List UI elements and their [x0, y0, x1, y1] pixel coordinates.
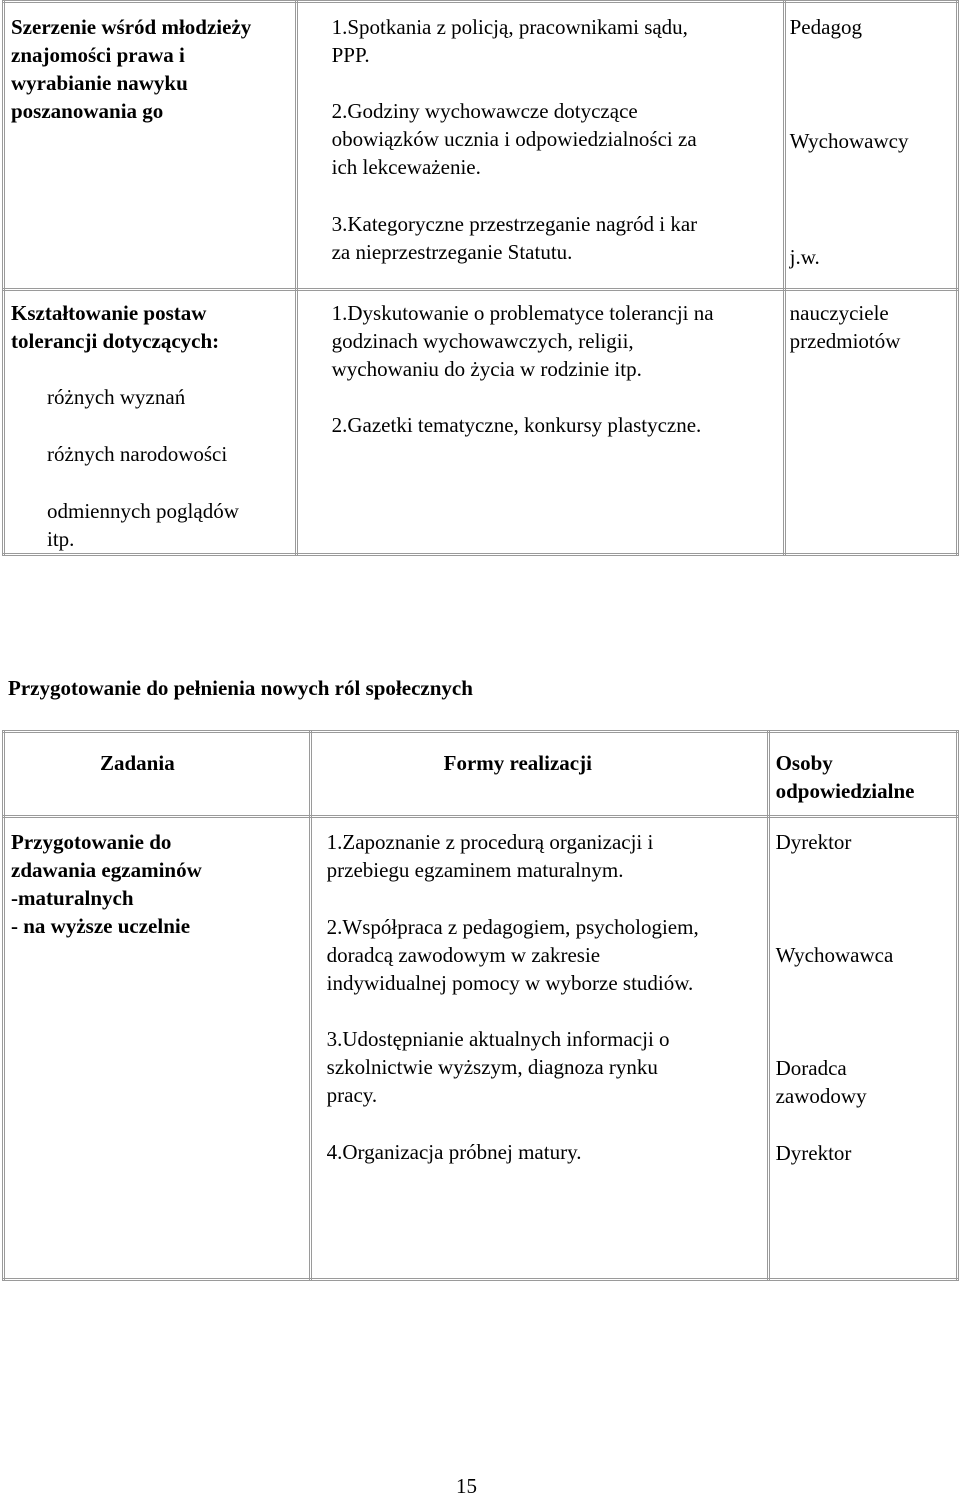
header-persons: [768, 732, 957, 817]
form-line: indywidualnej pomocy w wyborze studiów.: [326, 971, 694, 995]
header-tasks-label: Zadania: [100, 751, 175, 775]
form-line: 1.Spotkania z policją, pracownikami sądu,: [331, 15, 688, 39]
task-line: zdawania egzaminów: [11, 858, 202, 882]
task-title-line: Kształtowanie postaw: [11, 301, 207, 325]
header-persons-label: odpowiedzialne: [775, 779, 915, 803]
task-cell: [4, 817, 311, 1280]
section-heading: Przygotowanie do pełnienia nowych ról społecznych: [8, 676, 473, 700]
table-row: [4, 290, 958, 555]
form-line: doradcą zawodowym w zakresie: [326, 943, 601, 967]
task-cell: [4, 2, 297, 290]
task-line: znajomości prawa i: [11, 43, 185, 67]
table-header-row: [4, 732, 958, 817]
form-line: przebiegu egzaminem maturalnym.: [326, 858, 624, 882]
task-cell: [4, 290, 297, 555]
task-line: Przygotowanie do: [11, 830, 172, 854]
person-name: Doradca: [775, 1056, 847, 1080]
form-line: godzinach wychowawczych, religii,: [331, 329, 634, 353]
task-item: różnych wyznań: [47, 385, 186, 409]
person-name: nauczyciele: [789, 301, 889, 325]
form-line: pracy.: [326, 1083, 378, 1107]
task-item: odmiennych poglądów: [47, 499, 239, 523]
forms-cell: [296, 290, 784, 555]
header-persons-label: Osoby: [775, 751, 833, 775]
task-line: -maturalnych: [11, 886, 134, 910]
form-line: 4.Organizacja próbnej matury.: [326, 1140, 582, 1164]
task-line: wyrabianie nawyku: [11, 71, 188, 95]
social-roles-table: [2, 730, 959, 1281]
persons-cell: [784, 2, 957, 290]
form-line: 2.Godziny wychowawcze dotyczące: [331, 99, 638, 123]
page-number: 15: [456, 1474, 477, 1498]
table-row: [4, 817, 958, 1280]
header-tasks: [4, 732, 311, 817]
task-item: itp.: [47, 527, 75, 551]
header-forms-label: Formy realizacji: [443, 751, 592, 775]
form-line: za nieprzestrzeganie Statutu.: [331, 240, 573, 264]
person-name: Wychowawcy: [789, 129, 909, 153]
form-line: 1.Zapoznanie z procedurą organizacji i: [326, 830, 654, 854]
form-line: 1.Dyskutowanie o problematyce tolerancji na: [331, 301, 714, 325]
form-line: wychowaniu do życia w rodzinie itp.: [331, 357, 642, 381]
person-name: Wychowawca: [775, 943, 894, 967]
task-title-line: tolerancji dotyczących:: [11, 329, 220, 353]
table-row: [4, 2, 958, 290]
form-line: ich lekceważenie.: [331, 155, 481, 179]
person-name: Dyrektor: [775, 1141, 852, 1165]
task-line: - na wyższe uczelnie: [11, 914, 191, 938]
person-name: Pedagog: [789, 15, 862, 39]
persons-cell: [768, 817, 957, 1280]
person-name: j.w.: [789, 245, 820, 269]
forms-cell: [296, 2, 784, 290]
form-line: obowiązków ucznia i odpowiedzialności za: [331, 127, 697, 151]
person-name: Dyrektor: [775, 830, 852, 854]
form-line: 2.Gazetki tematyczne, konkursy plastyczne.: [331, 413, 702, 437]
form-line: 3.Kategoryczne przestrzeganie nagród i kar: [331, 212, 698, 236]
responsibility-table-continued: [2, 0, 959, 556]
form-line: szkolnictwie wyższym, diagnoza rynku: [326, 1055, 658, 1079]
task-line: Szerzenie wśród młodzieży: [11, 15, 252, 39]
form-line: 2.Współpraca z pedagogiem, psychologiem,: [326, 915, 699, 939]
form-line: PPP.: [331, 43, 370, 67]
task-item: różnych narodowości: [47, 442, 228, 466]
task-line: poszanowania go: [11, 99, 164, 123]
person-name: zawodowy: [775, 1084, 867, 1108]
persons-cell: [784, 290, 957, 555]
form-line: 3.Udostępnianie aktualnych informacji o: [326, 1027, 670, 1051]
person-name: przedmiotów: [789, 329, 901, 353]
header-forms: [310, 732, 768, 817]
forms-cell: [310, 817, 768, 1280]
